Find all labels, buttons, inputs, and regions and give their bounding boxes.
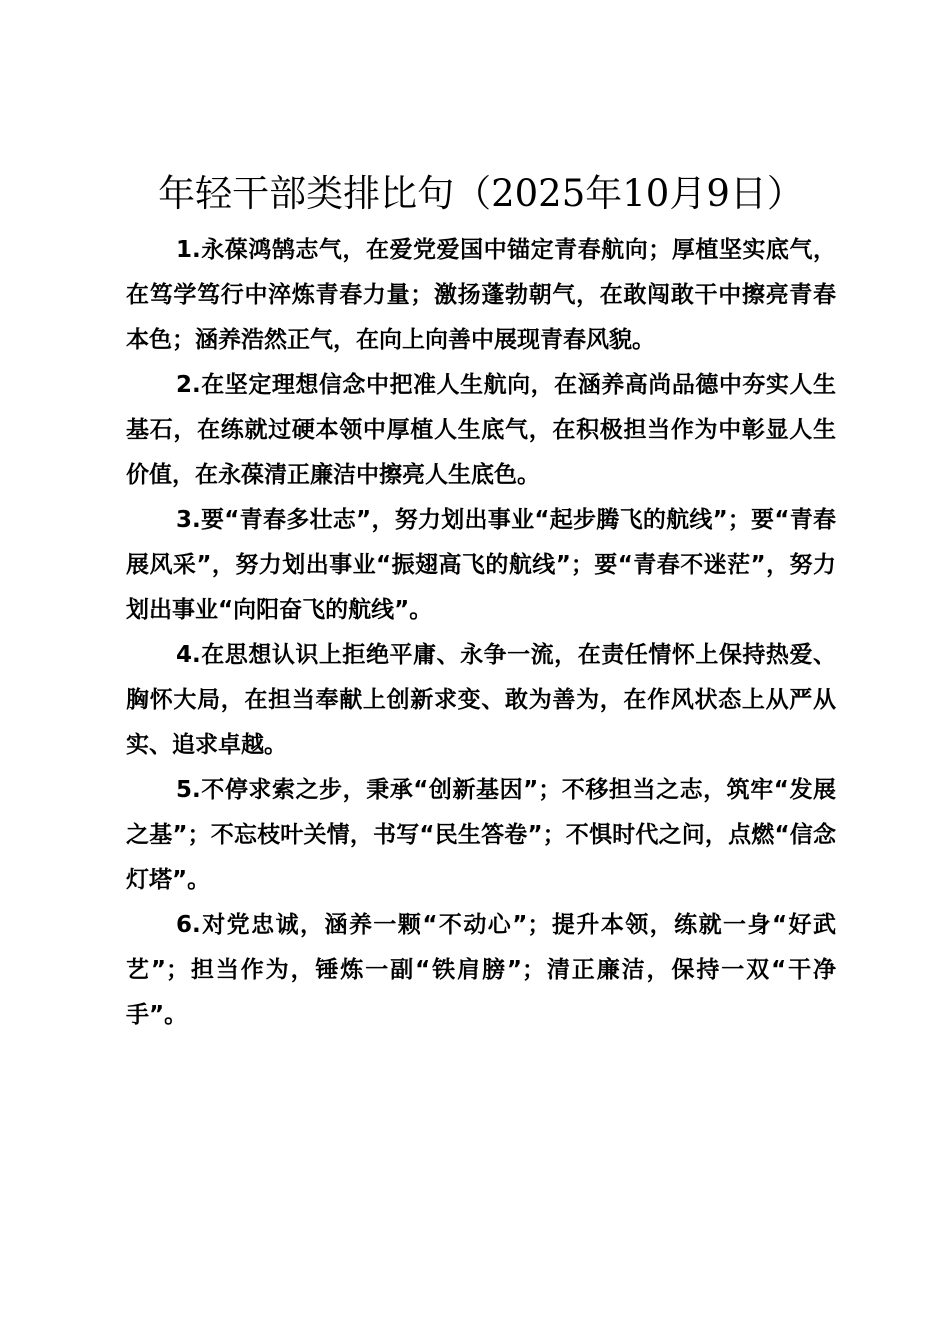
paragraph-5: 5.不停求索之步，秉承“创新基因”；不移担当之志，筑牢“发展之基”；不忘枝叶关情，书写“民生答卷”；不惧时代之问，点燃“信念灯塔”。 bbox=[126, 777, 836, 893]
paragraph-1: 1.永葆鸿鹄志气，在爱党爱国中锚定青春航向；厚植坚实底气，在笃学笃行中淬炼青春力量；激扬蓬勃朝气，在敢闯敢干中擦亮青春本色；涵养浩然正气，在向上向善中展现青春风貌。 bbox=[126, 237, 836, 353]
document-title: 年轻干部类排比句（2025年10月9日） bbox=[158, 172, 804, 215]
document-page bbox=[126, 168, 836, 1038]
paragraph-4: 4.在思想认识上拒绝平庸、永争一流，在责任情怀上保持热爱、胸怀大局，在担当奉献上创新求变、敢为善为，在作风状态上从严从实、追求卓越。 bbox=[126, 642, 836, 758]
paragraph-3: 3.要“青春多壮志”，努力划出事业“起步腾飞的航线”；要“青春展风采”，努力划出事业“振翅高飞的航线”；要“青春不迷茫”，努力划出事业“向阳奋飞的航线”。 bbox=[126, 507, 836, 623]
paragraph-2: 2.在坚定理想信念中把准人生航向，在涵养高尚品德中夯实人生基石，在练就过硬本领中厚植人生底气，在积极担当作为中彰显人生价值，在永葆清正廉洁中擦亮人生底色。 bbox=[126, 372, 836, 488]
paragraph-6: 6.对党忠诚，涵养一颗“不动心”；提升本领，练就一身“好武艺”；担当作为，锤炼一副“铁肩膀”；清正廉洁，保持一双“干净手”。 bbox=[126, 912, 836, 1028]
